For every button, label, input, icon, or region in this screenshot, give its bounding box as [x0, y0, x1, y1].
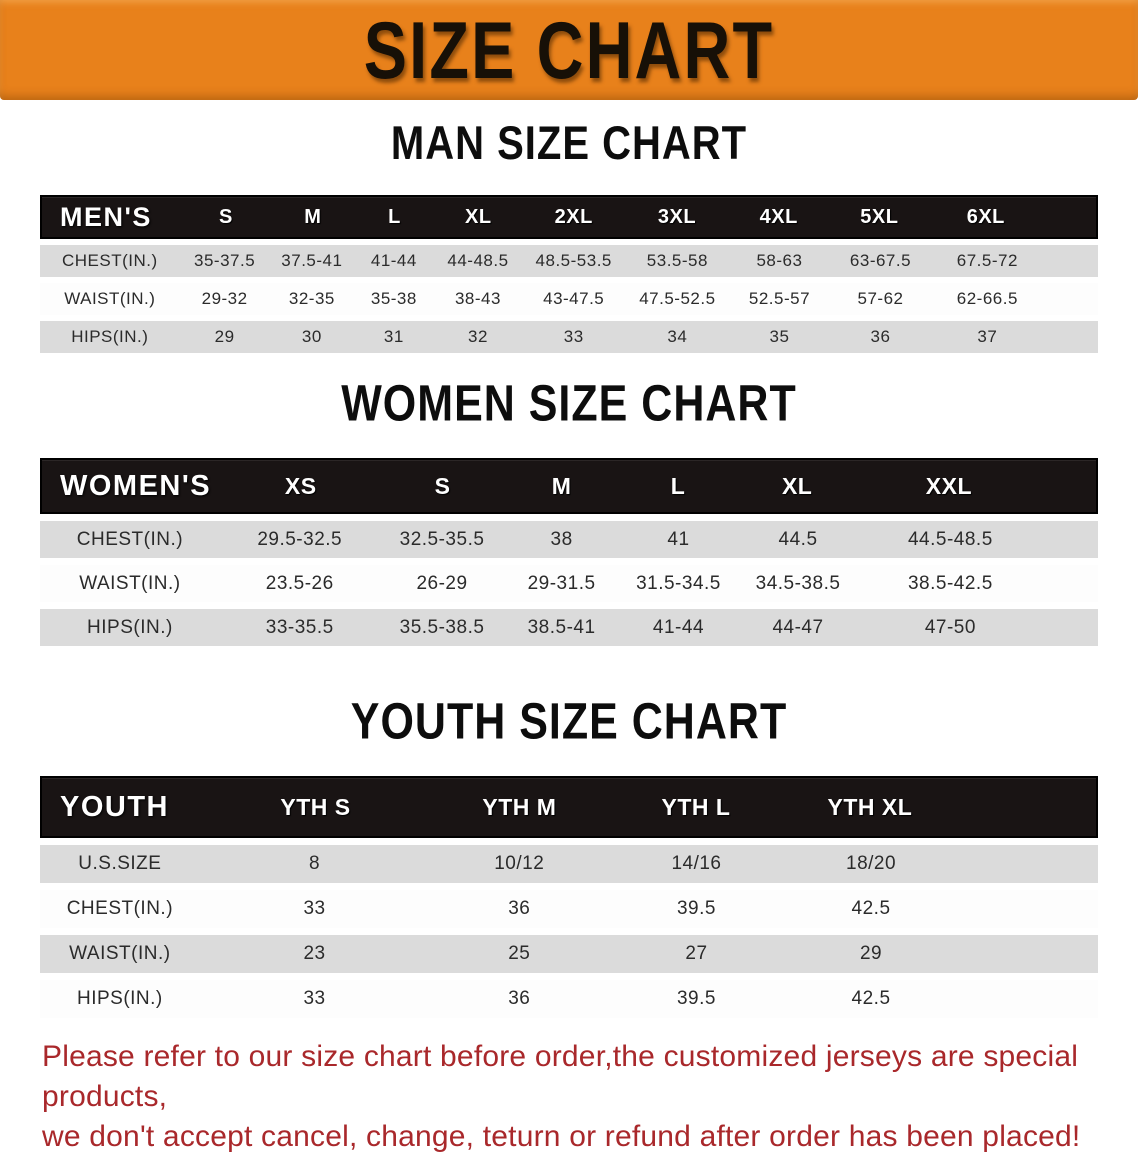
size-cell: 36 [508, 988, 531, 1009]
size-cell: 41-44 [370, 251, 417, 270]
youth-chest-row [40, 890, 1098, 928]
size-cell: 44-48.5 [447, 251, 509, 270]
row-label: WAIST(IN.) [79, 572, 181, 594]
size-cell: 27 [685, 943, 708, 964]
size-cell: 29 [859, 943, 883, 964]
size-cell: 31 [383, 327, 404, 346]
size-cell: 32.5-35.5 [399, 528, 485, 550]
women-header-size-s: S [434, 472, 451, 499]
size-cell: 35 [769, 327, 790, 346]
row-label: CHEST(IN.) [76, 528, 184, 550]
men-size-table [40, 195, 1098, 353]
size-cell: 38 [550, 528, 573, 550]
size-cell: 32-35 [288, 289, 335, 308]
row-label: HIPS(IN.) [71, 327, 149, 346]
size-cell: 23.5-26 [265, 572, 334, 594]
youth-us-size-row [40, 845, 1098, 883]
men-header-size-l: L [388, 205, 401, 228]
size-cell: 35.5-38.5 [399, 616, 485, 638]
size-cell: 29 [214, 327, 235, 346]
youth-section-heading: YOUTH SIZE CHART [350, 693, 788, 751]
size-cell: 37.5-41 [281, 251, 343, 270]
row-label: HIPS(IN.) [87, 616, 173, 638]
row-label: HIPS(IN.) [76, 988, 163, 1009]
row-label: CHEST(IN.) [66, 898, 174, 919]
size-cell: 32 [468, 327, 488, 346]
size-cell: 36 [508, 898, 531, 919]
size-cell: 33-35.5 [265, 616, 334, 638]
women-header-size-l: L [670, 472, 686, 499]
size-cell: 57-62 [857, 289, 904, 308]
youth-waist-row [40, 935, 1098, 973]
men-header-size-m: M [304, 205, 322, 228]
women-hips-row [40, 609, 1098, 646]
size-cell: 34.5-38.5 [755, 572, 841, 594]
men-corner-label: MEN'S [60, 201, 152, 232]
men-hips-row [40, 321, 1098, 353]
size-cell: 43-47.5 [543, 289, 605, 308]
women-header-size-xs: XS [284, 472, 317, 499]
row-label: U.S.SIZE [78, 853, 162, 874]
women-header-size-xl: XL [781, 472, 813, 499]
size-cell: 52.5-57 [748, 289, 811, 308]
youth-header-size-yth-l: YTH L [661, 793, 731, 820]
men-header-size-5xl: 5XL [860, 205, 899, 228]
disclaimer-line-1: Please refer to our size chart before order,the customized jerseys are special products, [42, 1040, 1079, 1113]
size-cell: 14/16 [671, 853, 722, 874]
banner-title: SIZE CHART [363, 5, 775, 95]
size-cell: 23 [303, 943, 326, 964]
size-cell: 38-43 [454, 289, 501, 308]
men-header-size-6xl: 6XL [966, 205, 1005, 228]
women-chest-row [40, 521, 1098, 558]
size-cell: 33 [563, 327, 584, 346]
size-cell: 44.5 [778, 528, 818, 550]
size-cell: 37 [977, 327, 998, 346]
size-cell: 29.5-32.5 [257, 528, 343, 550]
youth-header-size-yth-xl: YTH XL [827, 793, 913, 820]
youth-corner-label: YOUTH [60, 790, 169, 823]
men-header-size-2xl: 2XL [554, 205, 593, 228]
disclaimer-line-2: we don't accept cancel, change, teturn or refund after order has been placed! [42, 1120, 1081, 1153]
size-cell: 41-44 [652, 616, 705, 638]
size-cell: 29-31.5 [527, 572, 596, 594]
men-table-header-row [40, 195, 1098, 239]
banner [0, 0, 1138, 100]
size-cell: 31.5-34.5 [636, 572, 721, 594]
youth-header-size-yth-s: YTH S [280, 793, 351, 820]
size-cell: 38.5-42.5 [907, 572, 993, 594]
men-header-size-s: S [218, 205, 233, 228]
size-cell: 53.5-58 [646, 251, 708, 270]
size-cell: 33 [303, 988, 326, 1009]
size-cell: 44.5-48.5 [907, 528, 993, 550]
size-cell: 62-66.5 [956, 289, 1018, 308]
disclaimer [42, 1037, 1138, 1157]
size-cell: 39.5 [676, 898, 716, 919]
youth-size-table [40, 776, 1098, 1018]
size-cell: 42.5 [851, 898, 891, 919]
size-cell: 10/12 [494, 853, 545, 874]
size-cell: 34 [667, 327, 688, 346]
youth-table-header-row [40, 776, 1098, 838]
men-header-size-xl: XL [465, 205, 492, 228]
size-cell: 58-63 [756, 251, 803, 270]
women-size-table [40, 458, 1098, 646]
men-header-size-3xl: 3XL [657, 205, 697, 228]
size-cell: 39.5 [676, 988, 716, 1009]
size-cell: 38.5-41 [527, 616, 596, 638]
size-cell: 35-37.5 [194, 251, 256, 270]
women-table-header-row [40, 458, 1098, 514]
size-cell: 63-67.5 [849, 251, 912, 270]
women-header-size-m: M [551, 472, 572, 499]
women-corner-label: WOMEN'S [60, 469, 212, 502]
size-cell: 41 [667, 528, 690, 550]
size-cell: 42.5 [851, 988, 891, 1009]
men-waist-row [40, 283, 1098, 315]
size-cell: 18/20 [846, 853, 897, 874]
men-header-size-4xl: 4XL [759, 205, 798, 228]
size-cell: 26-29 [416, 572, 468, 594]
size-cell: 47.5-52.5 [639, 289, 716, 308]
row-label: WAIST(IN.) [69, 943, 171, 964]
size-cell: 29-32 [201, 289, 248, 308]
size-cell: 36 [870, 327, 891, 346]
women-header-size-xxl: XXL [925, 472, 973, 499]
size-cell: 30 [301, 327, 322, 346]
youth-header-size-yth-m: YTH M [482, 793, 557, 820]
row-label: WAIST(IN.) [64, 289, 156, 308]
men-chest-row [40, 245, 1098, 277]
youth-hips-row [40, 980, 1098, 1018]
size-cell: 48.5-53.5 [535, 251, 612, 270]
men-section-heading: MAN SIZE CHART [390, 117, 748, 170]
row-label: CHEST(IN.) [61, 251, 158, 270]
size-cell: 47-50 [924, 616, 976, 638]
size-cell: 8 [309, 853, 321, 874]
size-cell: 33 [303, 898, 326, 919]
size-cell: 44-47 [772, 616, 824, 638]
women-waist-row [40, 565, 1098, 602]
size-cell: 67.5-72 [956, 251, 1018, 270]
size-cell: 35-38 [370, 289, 417, 308]
women-section-heading: WOMEN SIZE CHART [341, 375, 797, 433]
size-cell: 25 [508, 943, 531, 964]
